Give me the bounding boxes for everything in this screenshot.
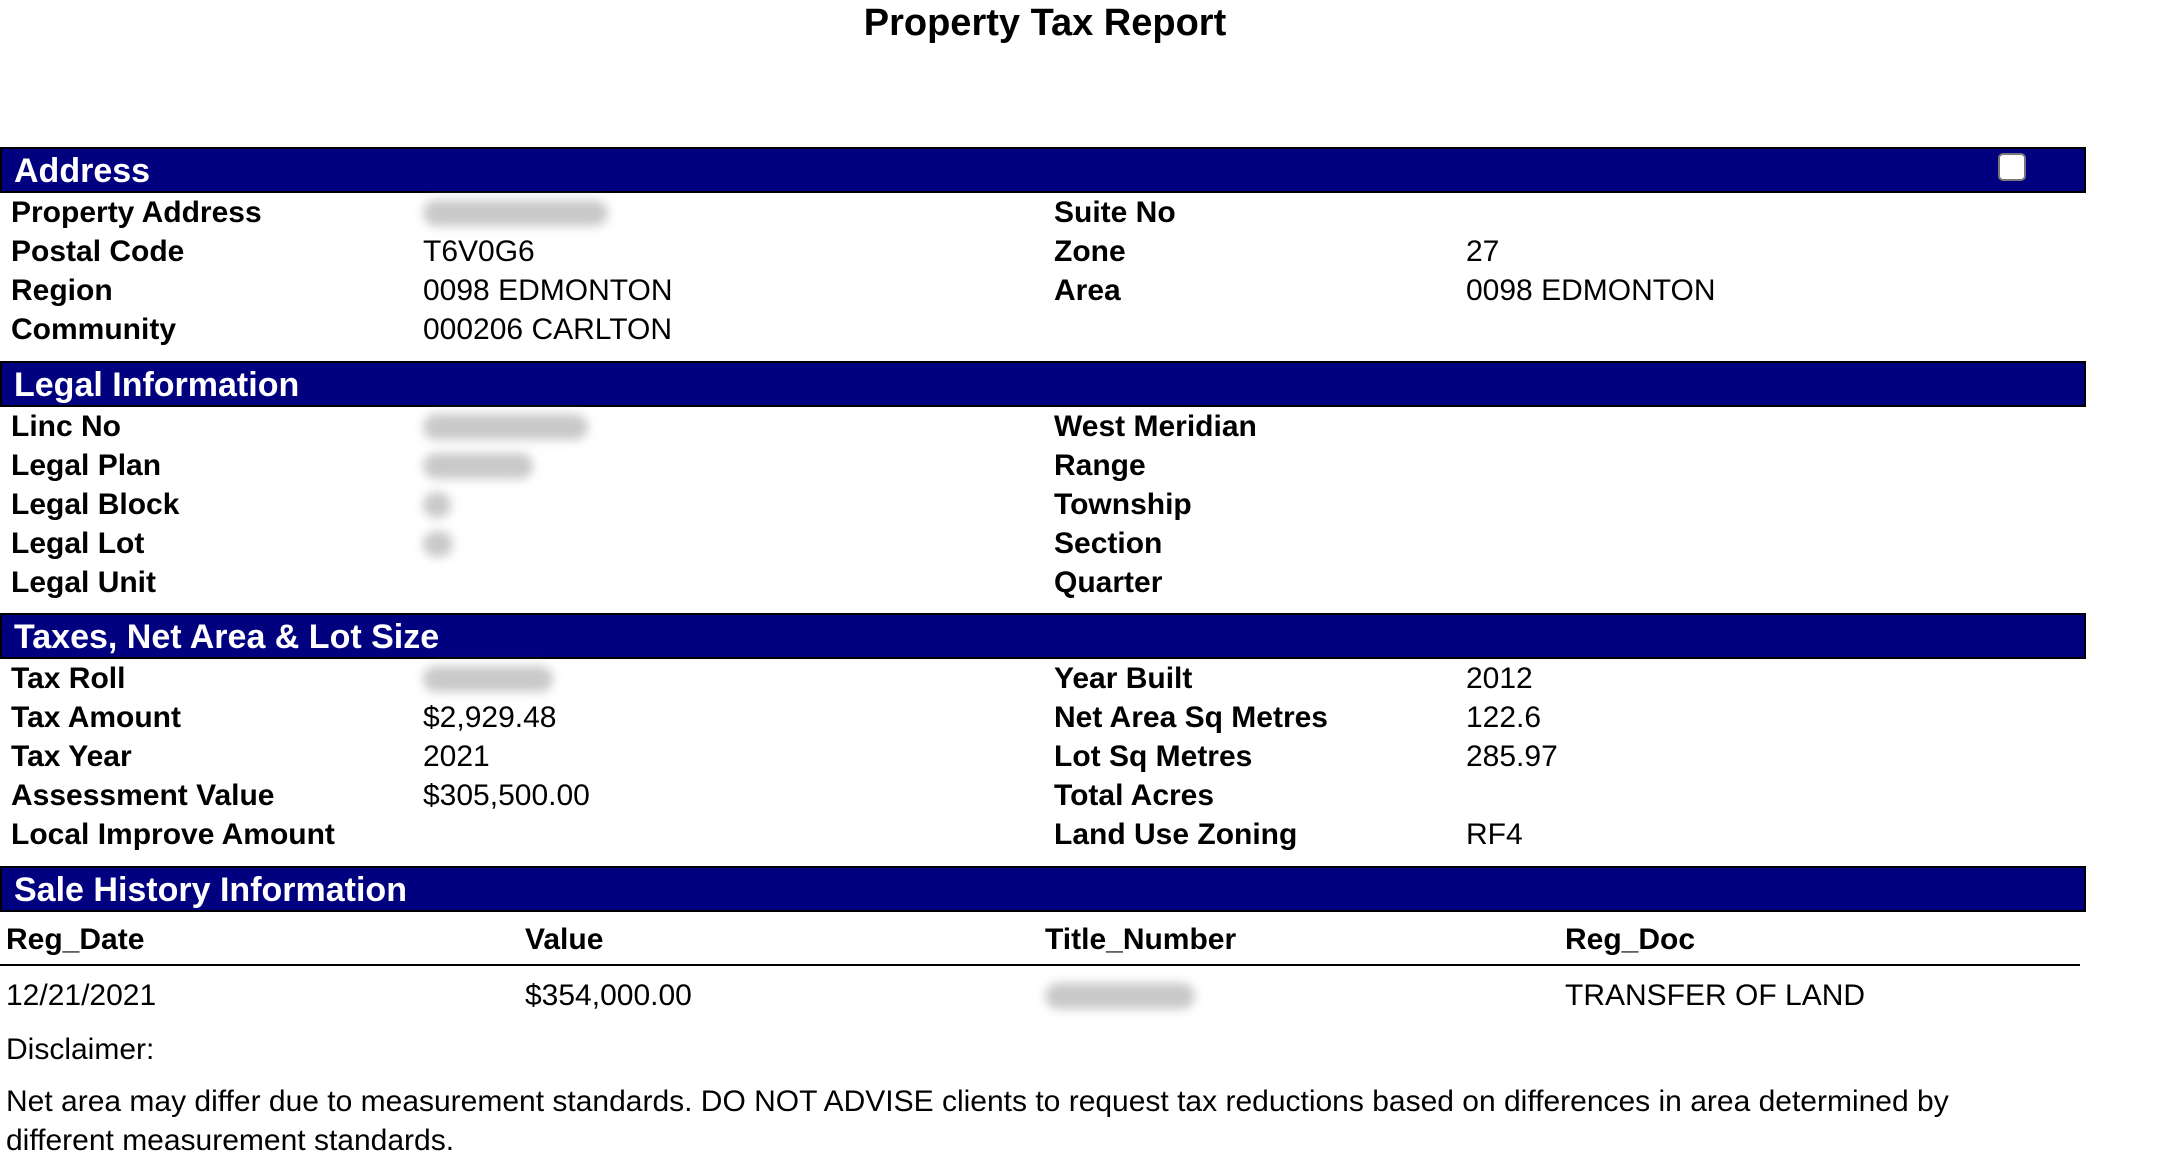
field-label: Legal Lot <box>11 527 145 560</box>
field-label: Linc No <box>11 410 121 443</box>
taxes-section-header <box>0 613 2086 659</box>
address-row <box>0 193 2086 232</box>
legal-plan-value-redacted <box>423 446 533 489</box>
field-value: 2012 <box>1466 662 1533 695</box>
disclaimer-label: Disclaimer: <box>6 1033 155 1066</box>
legal-row <box>0 485 2086 524</box>
field-label: West Meridian <box>1054 410 1257 443</box>
field-label: Legal Plan <box>11 449 162 482</box>
address-row <box>0 232 2086 271</box>
legal-row <box>0 524 2086 563</box>
table-row <box>0 976 2080 1016</box>
reg-date-cell: 12/21/2021 <box>6 979 157 1012</box>
field-label: Tax Roll <box>11 662 126 695</box>
field-value: 2021 <box>423 740 490 773</box>
field-label: Township <box>1054 488 1192 521</box>
field-label: Zone <box>1054 235 1126 268</box>
field-label: Year Built <box>1054 662 1193 695</box>
field-label: Region <box>11 274 113 307</box>
taxes-row <box>0 698 2086 737</box>
field-value: T6V0G6 <box>423 235 535 268</box>
address-header-label: Address <box>14 152 151 190</box>
field-label: Assessment Value <box>11 779 275 812</box>
field-label: Local Improve Amount <box>11 818 335 851</box>
field-value: 0098 EDMONTON <box>1466 274 1716 307</box>
field-label: Property Address <box>11 196 262 229</box>
sale-table-header <box>0 920 2080 966</box>
address-checkbox[interactable] <box>1998 153 2026 181</box>
property-address-value-redacted <box>423 193 608 236</box>
address-row <box>0 310 2086 349</box>
field-label: Total Acres <box>1054 779 1215 812</box>
field-value: RF4 <box>1466 818 1523 851</box>
field-label: Quarter <box>1054 566 1163 599</box>
field-label: Postal Code <box>11 235 185 268</box>
column-header-reg-doc: Reg_Doc <box>1565 923 1696 956</box>
field-label: Area <box>1054 274 1121 307</box>
title-number-cell-redacted <box>1045 976 1195 1020</box>
legal-lot-value-redacted <box>423 524 453 567</box>
field-value: 27 <box>1466 235 1500 268</box>
field-label: Land Use Zoning <box>1054 818 1298 851</box>
field-label: Tax Year <box>11 740 132 773</box>
legal-section-header <box>0 361 2086 407</box>
sale-section-header <box>0 866 2086 912</box>
reg-doc-cell: TRANSFER OF LAND <box>1565 979 1866 1012</box>
field-label: Tax Amount <box>11 701 181 734</box>
taxes-row <box>0 815 2086 854</box>
legal-header-label: Legal Information <box>14 366 300 404</box>
legal-row <box>0 563 2086 602</box>
field-label: Lot Sq Metres <box>1054 740 1253 773</box>
legal-row <box>0 446 2086 485</box>
linc-no-value-redacted <box>423 407 588 450</box>
field-label: Legal Block <box>11 488 180 521</box>
field-value: $2,929.48 <box>423 701 557 734</box>
address-row <box>0 271 2086 310</box>
field-label: Community <box>11 313 176 346</box>
column-header-reg-date: Reg_Date <box>6 923 145 956</box>
column-header-value: Value <box>525 923 604 956</box>
field-label: Range <box>1054 449 1146 482</box>
page-title: Property Tax Report <box>863 2 1227 44</box>
field-label: Net Area Sq Metres <box>1054 701 1328 734</box>
column-header-title-number: Title_Number <box>1045 923 1237 956</box>
taxes-header-label: Taxes, Net Area & Lot Size <box>14 618 440 656</box>
field-label: Section <box>1054 527 1163 560</box>
tax-roll-value-redacted <box>423 659 553 702</box>
field-label: Suite No <box>1054 196 1176 229</box>
field-value: 122.6 <box>1466 701 1542 734</box>
taxes-row <box>0 659 2086 698</box>
field-value: 0098 EDMONTON <box>423 274 673 307</box>
disclaimer-text: Net area may differ due to measurement standards. DO NOT ADVISE clients to request tax reductions based on differences in area determined by different measurement standards. <box>6 1085 1949 1157</box>
taxes-row <box>0 737 2086 776</box>
field-value: $305,500.00 <box>423 779 590 812</box>
field-value: 000206 CARLTON <box>423 313 673 346</box>
address-section-header <box>0 147 2086 193</box>
value-cell: $354,000.00 <box>525 979 692 1012</box>
legal-block-value-redacted <box>423 485 451 528</box>
sale-header-label: Sale History Information <box>14 871 407 909</box>
taxes-row <box>0 776 2086 815</box>
field-value: 285.97 <box>1466 740 1558 773</box>
field-label: Legal Unit <box>11 566 157 599</box>
legal-row <box>0 407 2086 446</box>
